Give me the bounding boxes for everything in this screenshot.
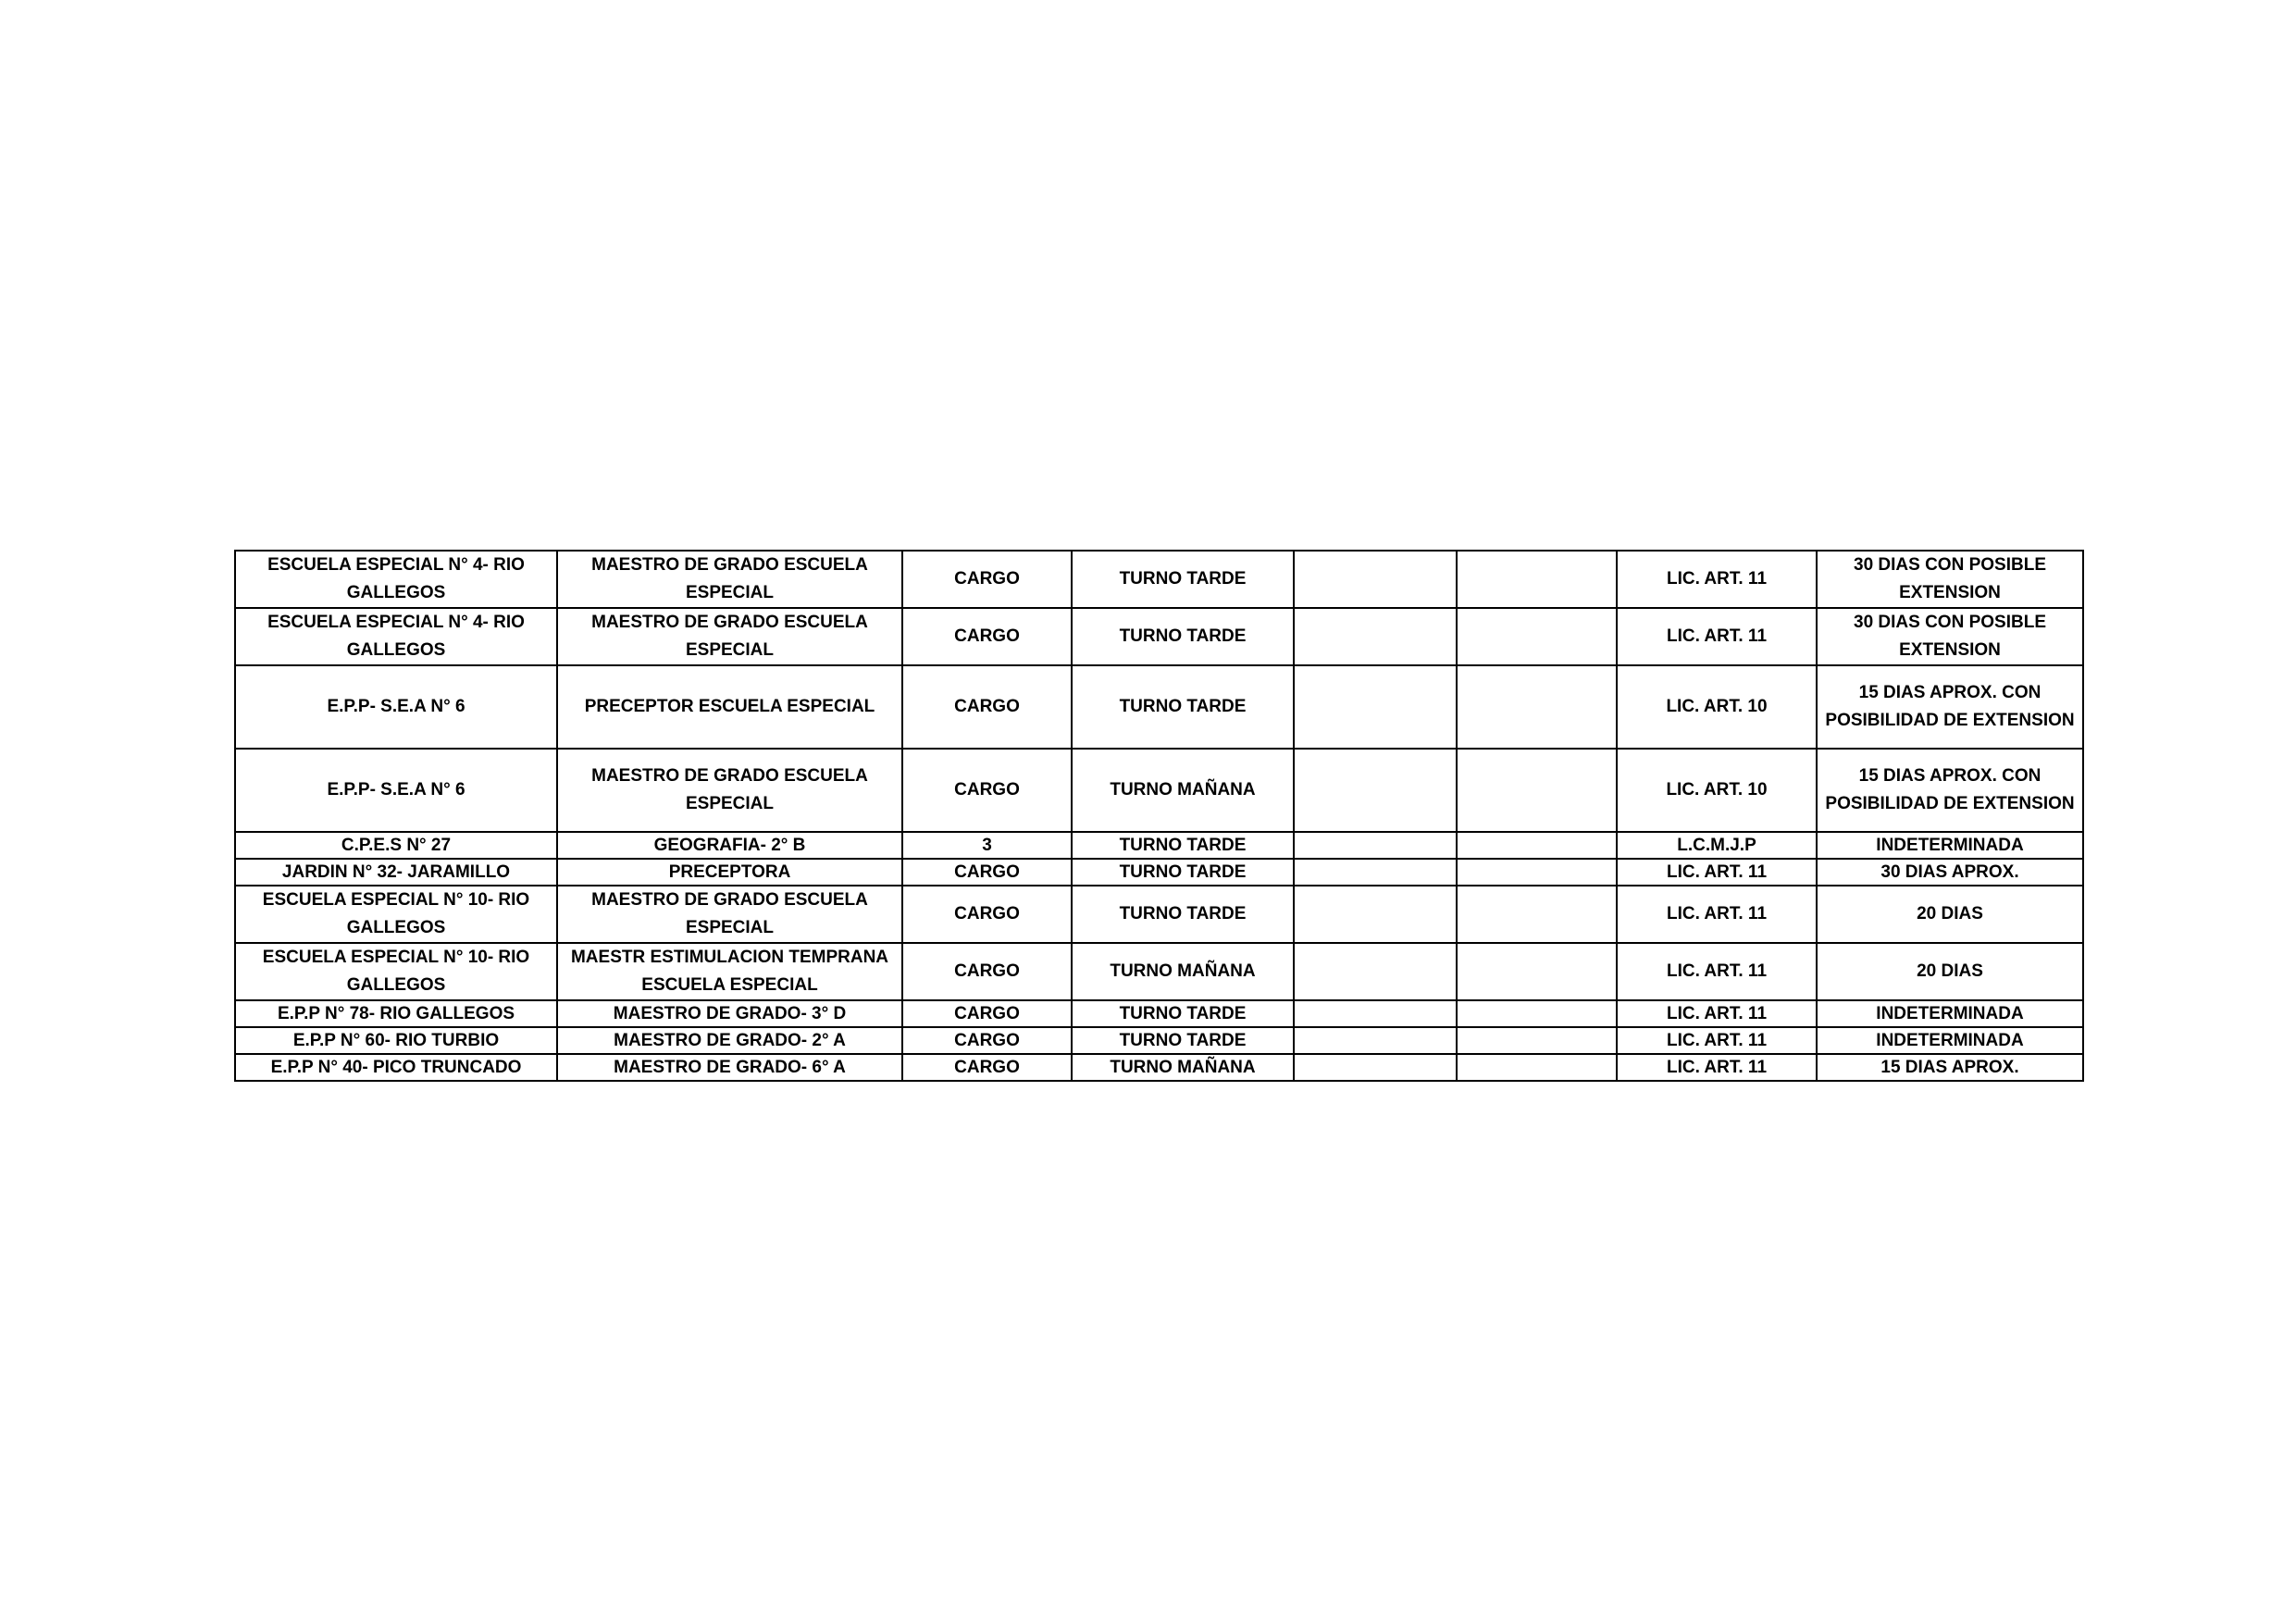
table-row <box>235 886 2083 943</box>
duration-cell: 20 DIAS <box>1817 943 2083 1000</box>
school-cell: JARDIN N° 32- JARAMILLO <box>235 859 557 886</box>
empty-cell <box>1457 1054 1617 1081</box>
shift-cell: TURNO TARDE <box>1072 832 1294 859</box>
vacancies-table <box>234 550 2084 1082</box>
license-cell: LIC. ART. 11 <box>1617 943 1817 1000</box>
duration-cell: 30 DIAS CON POSIBLE EXTENSION <box>1817 551 2083 608</box>
table-row <box>235 665 2083 749</box>
duration-cell: 15 DIAS APROX. <box>1817 1054 2083 1081</box>
school-cell: E.P.P N° 40- PICO TRUNCADO <box>235 1054 557 1081</box>
type-cell: CARGO <box>902 608 1072 665</box>
duration-cell: 15 DIAS APROX. CON POSIBILIDAD DE EXTENSION <box>1817 749 2083 832</box>
empty-cell <box>1294 665 1457 749</box>
school-cell: ESCUELA ESPECIAL N° 10- RIO GALLEGOS <box>235 886 557 943</box>
empty-cell <box>1457 832 1617 859</box>
table-row <box>235 608 2083 665</box>
position-cell: MAESTRO DE GRADO- 2° A <box>557 1027 902 1054</box>
type-cell: CARGO <box>902 859 1072 886</box>
table-row <box>235 1054 2083 1081</box>
shift-cell: TURNO TARDE <box>1072 1000 1294 1027</box>
empty-cell <box>1457 886 1617 943</box>
empty-cell <box>1294 608 1457 665</box>
empty-cell <box>1294 832 1457 859</box>
empty-cell <box>1294 749 1457 832</box>
type-cell: CARGO <box>902 1027 1072 1054</box>
position-cell: PRECEPTORA <box>557 859 902 886</box>
empty-cell <box>1457 1000 1617 1027</box>
empty-cell <box>1294 859 1457 886</box>
school-cell: E.P.P N° 60- RIO TURBIO <box>235 1027 557 1054</box>
duration-cell: 15 DIAS APROX. CON POSIBILIDAD DE EXTENSION <box>1817 665 2083 749</box>
position-cell: PRECEPTOR ESCUELA ESPECIAL <box>557 665 902 749</box>
shift-cell: TURNO MAÑANA <box>1072 1054 1294 1081</box>
type-cell: CARGO <box>902 1054 1072 1081</box>
empty-cell <box>1457 665 1617 749</box>
type-cell: CARGO <box>902 943 1072 1000</box>
license-cell: LIC. ART. 11 <box>1617 859 1817 886</box>
type-cell: CARGO <box>902 665 1072 749</box>
license-cell: LIC. ART. 10 <box>1617 749 1817 832</box>
school-cell: E.P.P- S.E.A N° 6 <box>235 665 557 749</box>
table-row <box>235 859 2083 886</box>
shift-cell: TURNO TARDE <box>1072 665 1294 749</box>
position-cell: MAESTRO DE GRADO ESCUELA ESPECIAL <box>557 551 902 608</box>
duration-cell: INDETERMINADA <box>1817 832 2083 859</box>
school-cell: ESCUELA ESPECIAL N° 10- RIO GALLEGOS <box>235 943 557 1000</box>
license-cell: LIC. ART. 10 <box>1617 665 1817 749</box>
shift-cell: TURNO TARDE <box>1072 859 1294 886</box>
type-cell: CARGO <box>902 551 1072 608</box>
empty-cell <box>1294 1054 1457 1081</box>
school-cell: ESCUELA ESPECIAL N° 4- RIO GALLEGOS <box>235 551 557 608</box>
position-cell: MAESTRO DE GRADO- 6° A <box>557 1054 902 1081</box>
table-row <box>235 1027 2083 1054</box>
empty-cell <box>1294 1027 1457 1054</box>
position-cell: MAESTRO DE GRADO ESCUELA ESPECIAL <box>557 886 902 943</box>
type-cell: CARGO <box>902 1000 1072 1027</box>
duration-cell: 20 DIAS <box>1817 886 2083 943</box>
duration-cell: INDETERMINADA <box>1817 1027 2083 1054</box>
school-cell: E.P.P N° 78- RIO GALLEGOS <box>235 1000 557 1027</box>
table-row <box>235 1000 2083 1027</box>
license-cell: LIC. ART. 11 <box>1617 1000 1817 1027</box>
empty-cell <box>1294 886 1457 943</box>
table-row <box>235 551 2083 608</box>
license-cell: LIC. ART. 11 <box>1617 608 1817 665</box>
position-cell: MAESTRO DE GRADO ESCUELA ESPECIAL <box>557 749 902 832</box>
type-cell: 3 <box>902 832 1072 859</box>
type-cell: CARGO <box>902 749 1072 832</box>
empty-cell <box>1457 608 1617 665</box>
position-cell: MAESTR ESTIMULACION TEMPRANA ESCUELA ESPECIAL <box>557 943 902 1000</box>
type-cell: CARGO <box>902 886 1072 943</box>
duration-cell: INDETERMINADA <box>1817 1000 2083 1027</box>
license-cell: LIC. ART. 11 <box>1617 886 1817 943</box>
empty-cell <box>1294 943 1457 1000</box>
table-row <box>235 749 2083 832</box>
license-cell: LIC. ART. 11 <box>1617 1054 1817 1081</box>
empty-cell <box>1457 749 1617 832</box>
empty-cell <box>1457 551 1617 608</box>
position-cell: MAESTRO DE GRADO- 3° D <box>557 1000 902 1027</box>
school-cell: E.P.P- S.E.A N° 6 <box>235 749 557 832</box>
shift-cell: TURNO MAÑANA <box>1072 943 1294 1000</box>
empty-cell <box>1457 1027 1617 1054</box>
empty-cell <box>1457 859 1617 886</box>
duration-cell: 30 DIAS CON POSIBLE EXTENSION <box>1817 608 2083 665</box>
empty-cell <box>1294 1000 1457 1027</box>
shift-cell: TURNO TARDE <box>1072 608 1294 665</box>
table-row <box>235 943 2083 1000</box>
table-row <box>235 832 2083 859</box>
license-cell: LIC. ART. 11 <box>1617 1027 1817 1054</box>
empty-cell <box>1294 551 1457 608</box>
school-cell: C.P.E.S N° 27 <box>235 832 557 859</box>
school-cell: ESCUELA ESPECIAL N° 4- RIO GALLEGOS <box>235 608 557 665</box>
position-cell: GEOGRAFIA- 2° B <box>557 832 902 859</box>
shift-cell: TURNO TARDE <box>1072 886 1294 943</box>
empty-cell <box>1457 943 1617 1000</box>
shift-cell: TURNO TARDE <box>1072 1027 1294 1054</box>
license-cell: LIC. ART. 11 <box>1617 551 1817 608</box>
license-cell: L.C.M.J.P <box>1617 832 1817 859</box>
shift-cell: TURNO MAÑANA <box>1072 749 1294 832</box>
duration-cell: 30 DIAS APROX. <box>1817 859 2083 886</box>
position-cell: MAESTRO DE GRADO ESCUELA ESPECIAL <box>557 608 902 665</box>
shift-cell: TURNO TARDE <box>1072 551 1294 608</box>
